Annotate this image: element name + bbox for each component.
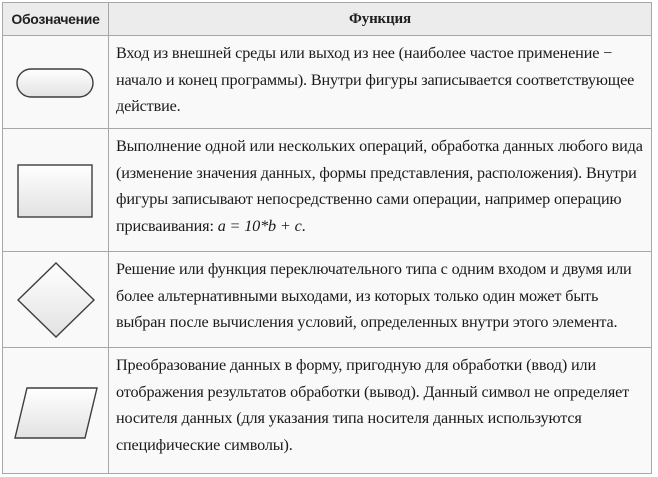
table-row [3,128,651,251]
table-row [3,35,651,128]
function-text [109,129,651,251]
function-text-end: . [301,216,306,235]
symbol-cell [3,348,109,473]
flowchart-symbols-table [2,2,652,474]
function-text: Преобразование данных в форму, пригодную для обработки (ввод) или отображения результатов обработки (вывод). Данный символ не определяет носителя данных (для указания типа носителя данных используются специфические символы). [109,348,651,473]
table-row [3,347,651,473]
function-text: Вход из внешней среды или выход из нее (наиболее частое применение − начало и конец программы). Внутри фигуры записывается соответствующее действие. [109,36,651,128]
header-function: Функция [109,3,651,35]
terminator-shape-icon [13,60,99,104]
table-row [3,251,651,347]
table-header-row [3,3,651,35]
process-rectangle-icon [11,155,101,225]
header-symbol: Обозначение [3,3,109,35]
symbol-cell [3,129,109,251]
symbol-cell [3,252,109,347]
function-text-main: Выполнение одной или нескольких операций, обработка данных любого вида (изменение значения данных, формы представления, расположения). Внутри фигуры записывают непосредственно сами операции, например операцию присваивания: [116,137,643,235]
data-parallelogram-icon [9,376,103,446]
function-text: Решение или функция переключательного типа с одним входом и двумя или более альтернативными выходами, из которых только один может быть выбран после вычисления условий, определенных внутри этого элемента. [109,252,651,347]
decision-diamond-icon [10,257,102,343]
assignment-formula: a = 10*b + c [217,216,302,235]
symbol-cell [3,36,109,128]
